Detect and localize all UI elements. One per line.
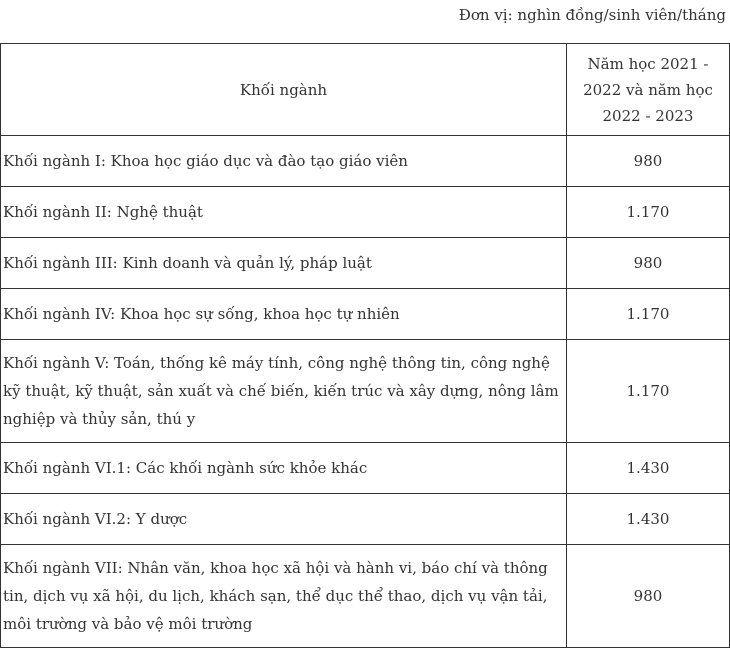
header-sector: Khối ngành	[1, 44, 567, 136]
sector-cell: Khối ngành I: Khoa học giáo dục và đào tạo giáo viên	[1, 136, 567, 187]
tuition-table	[0, 43, 730, 648]
fee-cell: 980	[567, 238, 730, 289]
sector-cell: Khối ngành III: Kinh doanh và quản lý, pháp luật	[1, 238, 567, 289]
fee-cell: 1.430	[567, 443, 730, 494]
table-row	[1, 238, 730, 289]
fee-cell: 980	[567, 545, 730, 648]
sector-cell: Khối ngành IV: Khoa học sự sống, khoa học tự nhiên	[1, 289, 567, 340]
unit-note: Đơn vị: nghìn đồng/sinh viên/tháng	[458, 6, 726, 24]
table-row	[1, 340, 730, 443]
table-row	[1, 443, 730, 494]
fee-cell: 1.170	[567, 340, 730, 443]
header-academic-year: Năm học 2021 - 2022 và năm học 2022 - 2023	[567, 44, 730, 136]
fee-cell: 980	[567, 136, 730, 187]
sector-cell: Khối ngành II: Nghệ thuật	[1, 187, 567, 238]
table-row	[1, 545, 730, 648]
table-row	[1, 136, 730, 187]
sector-cell: Khối ngành V: Toán, thống kê máy tính, công nghệ thông tin, công nghệ kỹ thuật, kỹ thuật, sản xuất và chế biến, kiến trúc và xây dựng, nông lâm nghiệp và thủy sản, thú y	[1, 340, 567, 443]
fee-cell: 1.170	[567, 187, 730, 238]
fee-cell: 1.430	[567, 494, 730, 545]
table-header-row	[1, 44, 730, 136]
sector-cell: Khối ngành VII: Nhân văn, khoa học xã hội và hành vi, báo chí và thông tin, dịch vụ xã hội, du lịch, khách sạn, thể dục thể thao, dịch vụ vận tải, môi trường và bảo vệ môi trường	[1, 545, 567, 648]
table-row	[1, 187, 730, 238]
fee-cell: 1.170	[567, 289, 730, 340]
table-row	[1, 494, 730, 545]
table-row	[1, 289, 730, 340]
sector-cell: Khối ngành VI.2: Y dược	[1, 494, 567, 545]
sector-cell: Khối ngành VI.1: Các khối ngành sức khỏe khác	[1, 443, 567, 494]
